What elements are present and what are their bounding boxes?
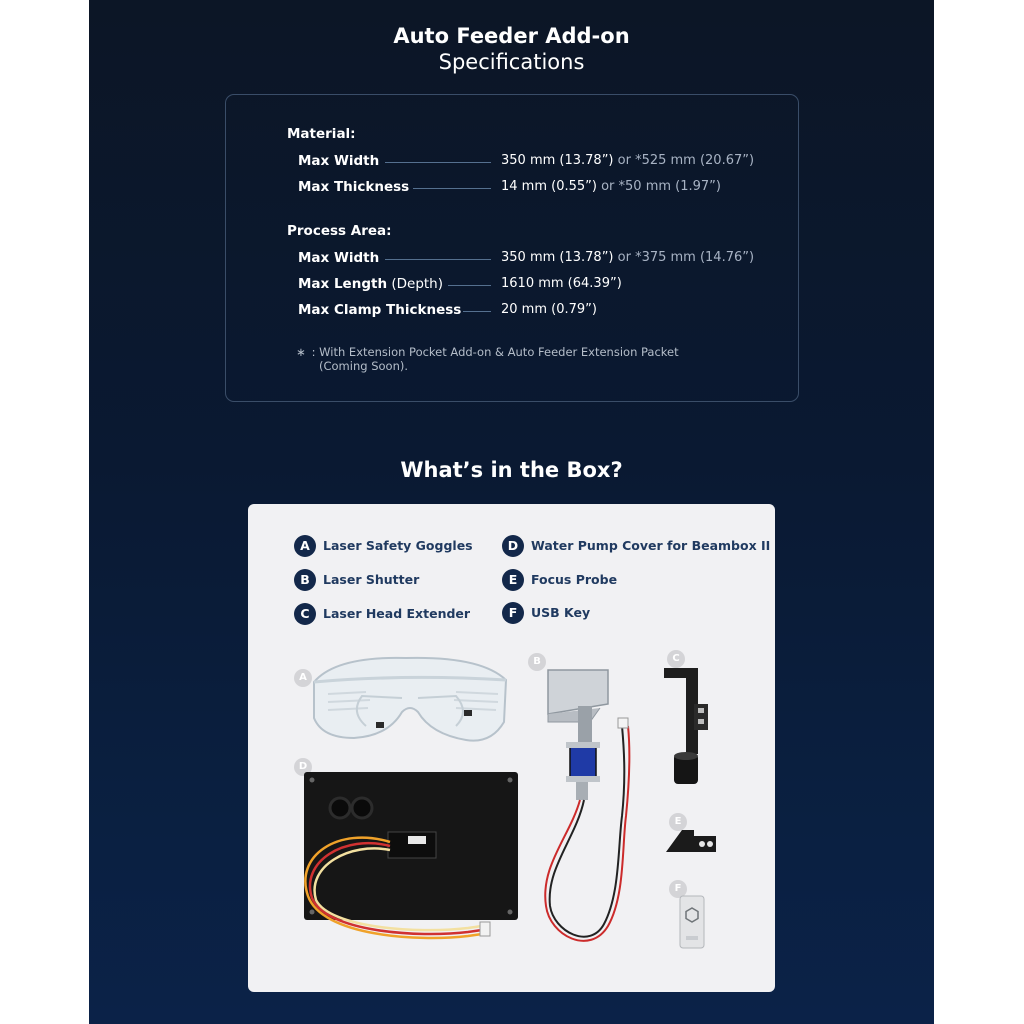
box-title: What’s in the Box? [400,458,623,482]
spec-row-material-max-width [298,153,758,171]
leader-line [385,162,491,163]
asterisk-icon: ∗ [296,345,306,359]
leader-line [463,311,491,312]
letter-badge: B [294,569,316,591]
letter-badge: D [502,535,524,557]
photo-tag-a: A [294,669,312,687]
focus-probe-image [664,826,720,856]
box-item-label: Laser Head Extender [323,606,471,621]
box-item-label: Water Pump Cover for Beambox II [531,538,771,553]
photo-tag-e: E [669,813,687,831]
laser-shutter-image [530,666,650,966]
letter-badge: A [294,535,316,557]
water-pump-cover-image [298,766,538,966]
spec-row-process-max-clamp [298,302,758,320]
process-area-heading: Process Area: [287,223,392,239]
spec-label: Max Thickness [298,179,410,195]
leader-line [448,285,491,286]
photo-tag-d: D [294,758,312,776]
footnote-line1: : With Extension Pocket Add-on & Auto Feeder Extension Packet [311,345,679,359]
dark-panel [89,0,934,1024]
spec-label: Max Clamp Thickness [298,302,462,318]
spec-value: 14 mm (0.55”) or *50 mm (1.97”) [501,179,721,194]
spec-value: 350 mm (13.78”) or *375 mm (14.76”) [501,250,755,265]
leader-line [385,259,491,260]
letter-badge: F [502,602,524,624]
spec-row-process-max-length [298,276,758,294]
spec-box [225,94,799,402]
spec-row-material-max-thickness [298,179,758,197]
spec-value: 350 mm (13.78”) or *525 mm (20.67”) [501,153,755,168]
letter-badge: E [502,569,524,591]
box-item-label: USB Key [531,605,591,620]
laser-head-extender-image [658,664,718,794]
box-contents-card [248,504,775,992]
spec-title-line2: Specifications [438,50,585,74]
photo-tag-c: C [667,650,685,668]
box-item-label: Laser Safety Goggles [323,538,473,553]
safety-goggles-image [306,652,516,752]
usb-key-image [676,892,708,954]
spec-label: Max Width [298,250,380,266]
box-item-label: Focus Probe [531,572,618,587]
box-item-label: Laser Shutter [323,572,420,587]
photo-tag-f: F [669,880,687,898]
spec-label: Max Length (Depth) [298,276,444,292]
spec-title-line1: Auto Feeder Add-on [393,24,630,48]
photo-tag-b: B [528,653,546,671]
spec-label: Max Width [298,153,380,169]
spec-value: 20 mm (0.79”) [501,302,597,317]
spec-row-process-max-width [298,250,758,268]
letter-badge: C [294,603,316,625]
footnote [296,345,679,373]
spec-value: 1610 mm (64.39”) [501,276,622,291]
leader-line [413,188,491,189]
footnote-line2: (Coming Soon). [319,359,408,373]
material-heading: Material: [287,126,356,142]
